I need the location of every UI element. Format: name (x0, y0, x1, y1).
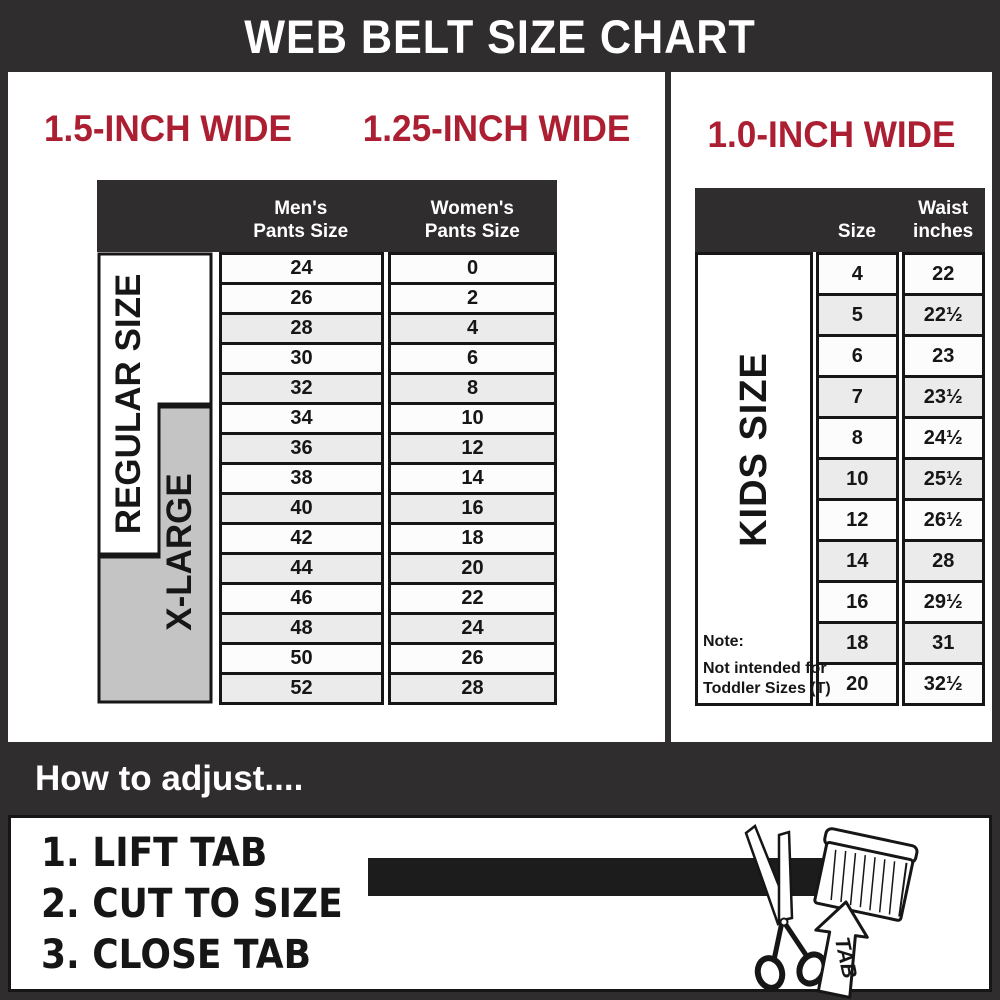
step-1: 1. LIFT TAB (41, 830, 268, 876)
toddler-note: Note: Not intended for Toddler Sizes (T) (703, 633, 831, 697)
kids-table-body (695, 252, 985, 706)
womens-size-cell: 20 (388, 552, 557, 585)
mens-size-cell: 42 (219, 522, 384, 555)
kids-size-cell: 10 (816, 457, 899, 501)
womens-size-cell: 22 (388, 582, 557, 615)
kids-size-cell: 16 (816, 580, 899, 624)
waist-cell: 32½ (902, 662, 986, 706)
womens-size-cell: 2 (388, 282, 557, 315)
kids-size-cell: 12 (816, 498, 899, 542)
mens-size-cell: 34 (219, 402, 384, 435)
kids-size-cell: 20 (816, 662, 899, 706)
womens-size-cell: 24 (388, 612, 557, 645)
womens-size-cell: 8 (388, 372, 557, 405)
kids-sizes-panel (671, 72, 992, 742)
kids-size-cell: 14 (816, 539, 899, 583)
mens-size-cell: 30 (219, 342, 384, 375)
mens-size-cell: 28 (219, 312, 384, 345)
mens-size-cell: 50 (219, 642, 384, 675)
kids-size-label: KIDS SIZE (732, 351, 775, 547)
adult-table-header (97, 180, 557, 252)
kids-size-cell: 5 (816, 293, 899, 337)
mens-column (219, 252, 384, 711)
kids-size-cell: 18 (816, 621, 899, 665)
adjust-steps (41, 828, 343, 981)
waist-cell: 31 (902, 621, 986, 665)
kids-size-cell: 8 (816, 416, 899, 460)
kids-size-table (695, 188, 985, 706)
how-to-adjust-heading: How to adjust.... (35, 759, 304, 798)
mens-size-cell: 40 (219, 492, 384, 525)
col-header-mens: Men's Pants Size (253, 198, 349, 242)
mens-size-cell: 44 (219, 552, 384, 585)
col-header-womens: Women's Pants Size (424, 198, 520, 242)
womens-size-cell: 0 (388, 252, 557, 285)
womens-size-cell: 4 (388, 312, 557, 345)
col-header-waist: Waist inches (913, 198, 974, 242)
mens-size-cell: 24 (219, 252, 384, 285)
adjust-instructions-panel (8, 815, 992, 992)
size-category-labels (97, 252, 215, 711)
mens-size-cell: 48 (219, 612, 384, 645)
adult-sizes-panel (8, 72, 665, 742)
mens-size-cell: 52 (219, 672, 384, 705)
waist-cell: 25½ (902, 457, 986, 501)
header-spacer (695, 188, 813, 252)
kids-size-box (695, 252, 831, 706)
header-spacer (97, 180, 214, 252)
waist-cell: 22 (902, 252, 986, 296)
waist-cell: 23½ (902, 375, 986, 419)
mens-size-cell: 26 (219, 282, 384, 315)
mens-size-cell: 32 (219, 372, 384, 405)
buckle-icon (811, 828, 918, 922)
womens-size-cell: 14 (388, 462, 557, 495)
womens-size-cell: 16 (388, 492, 557, 525)
womens-size-cell: 28 (388, 672, 557, 705)
kids-size-cell: 6 (816, 334, 899, 378)
how-to-adjust-band (0, 742, 1000, 815)
kids-size-cell: 7 (816, 375, 899, 419)
womens-size-cell: 6 (388, 342, 557, 375)
waist-cell: 28 (902, 539, 986, 583)
step-3: 3. CLOSE TAB (41, 932, 312, 978)
page-title: WEB BELT SIZE CHART (244, 9, 756, 63)
tab-arrow-label: TAB (829, 935, 862, 981)
womens-size-cell: 26 (388, 642, 557, 675)
waist-cell: 24½ (902, 416, 986, 460)
adult-table-body (97, 252, 557, 711)
xlarge-size-label: X-LARGE (160, 473, 199, 631)
col-header-size: Size (837, 221, 876, 242)
belt-adjust-illustration (346, 818, 996, 990)
waist-cell: 23 (902, 334, 986, 378)
title-bar (0, 0, 1000, 72)
waist-column (902, 252, 986, 706)
kids-table-header (695, 188, 985, 252)
heading-1-5-inch: 1.5-INCH WIDE (43, 108, 293, 149)
step-2: 2. CUT TO SIZE (41, 881, 343, 927)
heading-1-0-inch: 1.0-INCH WIDE (707, 114, 956, 155)
mens-size-cell: 36 (219, 432, 384, 465)
waist-cell: 22½ (902, 293, 986, 337)
regular-size-label: REGULAR SIZE (109, 273, 148, 535)
mens-size-cell: 46 (219, 582, 384, 615)
womens-size-cell: 10 (388, 402, 557, 435)
scissors-icon (746, 826, 829, 991)
kids-size-cell: 4 (816, 252, 899, 296)
adult-size-table (97, 180, 557, 711)
heading-1-25-inch: 1.25-INCH WIDE (362, 108, 631, 149)
womens-size-cell: 18 (388, 522, 557, 555)
waist-cell: 26½ (902, 498, 986, 542)
size-category-shapes (97, 252, 215, 706)
waist-cell: 29½ (902, 580, 986, 624)
womens-size-cell: 12 (388, 432, 557, 465)
womens-column (388, 252, 557, 711)
mens-size-cell: 38 (219, 462, 384, 495)
